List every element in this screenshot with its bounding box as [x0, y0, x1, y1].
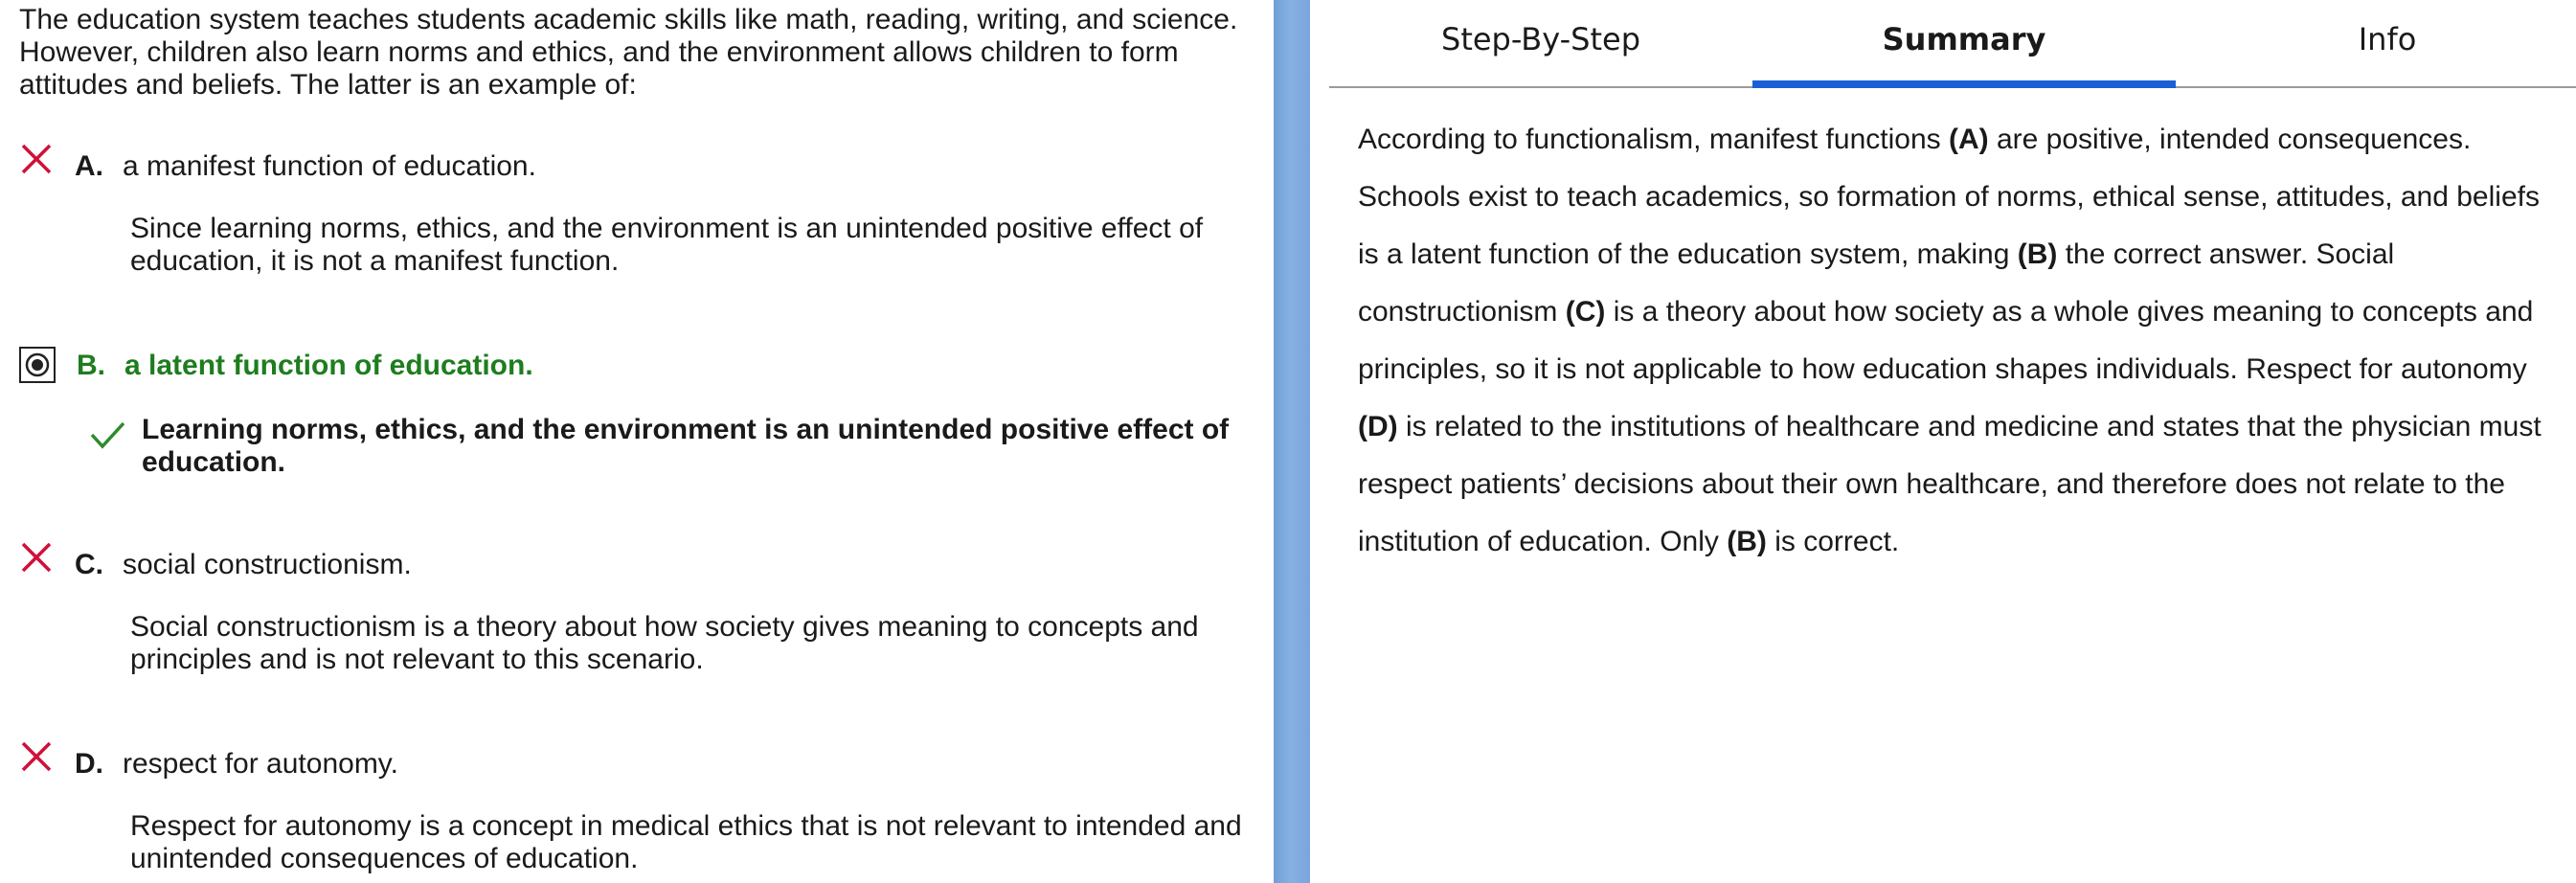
x-icon [19, 739, 54, 774]
summary-segment: the correct answer. Social constructionism [1358, 238, 2395, 328]
tab-bar [1329, 0, 2576, 88]
check-icon [88, 416, 126, 454]
summary-choice-ref: (C) [1565, 296, 1606, 328]
choice-text: respect for autonomy. [123, 748, 398, 780]
choice-text: a manifest function of education. [123, 150, 536, 182]
choice-letter: C. [75, 549, 103, 580]
choice-explanation: Respect for autonomy is a concept in medical ethics that is not relevant to intended and unintended consequences of education. [130, 810, 1242, 874]
summary-segment: are positive, intended consequences. Schools exist to teach academics, so formation of norms, ethical sense, attitudes, and beliefs is a latent function of the education system, making [1358, 124, 2540, 270]
summary-segment: is a theory about how society as a whole gives meaning to concepts and principles, so it is not applicable to how education shapes individuals. Respect for autonomy [1358, 296, 2534, 385]
summary-choice-ref: (B) [1727, 526, 1767, 557]
summary-choice-ref: (A) [1948, 124, 1989, 155]
choice-text: a latent function of education. [124, 350, 533, 381]
radio-selected-icon[interactable] [19, 347, 56, 383]
choice-letter: B. [77, 350, 105, 381]
choice-explanation: Learning norms, ethics, and the environment is an unintended positive effect of education. [142, 414, 1230, 478]
pane-splitter[interactable] [1274, 0, 1310, 883]
summary-segment: According to functionalism, manifest functions [1358, 124, 1949, 155]
choice-letter: A. [75, 150, 103, 182]
explanation-pane [1310, 0, 2576, 883]
question-pane [0, 0, 1274, 883]
summary-segment: is correct. [1766, 526, 1900, 557]
choice-explanation: Since learning norms, ethics, and the environment is an unintended positive effect of education, it is not a manifest function. [130, 213, 1204, 277]
tab-step-by-step[interactable]: Step-By-Step [1441, 21, 1640, 57]
summary-text [1358, 111, 2566, 571]
question-stem: The education system teaches students academic skills like math, reading, writing, and science. However, children also learn norms and ethics, and the environment allows children to form attitudes and beliefs. The latter is an example of: [19, 4, 1238, 101]
choice-letter: D. [75, 748, 103, 780]
choice-explanation: Social constructionism is a theory about how society gives meaning to concepts and principles and is not relevant to this scenario. [130, 611, 1199, 675]
summary-choice-ref: (B) [2017, 238, 2058, 270]
summary-choice-ref: (D) [1358, 411, 1398, 442]
tab-summary[interactable]: Summary [1752, 0, 2176, 88]
choice-text: social constructionism. [123, 549, 412, 580]
x-icon [19, 142, 54, 176]
summary-segment: is related to the institutions of healthcare and medicine and states that the physician must respect patients’ decisions about their own healthcare, and therefore does not relate to the institution of education. Only [1358, 411, 2542, 557]
tab-info[interactable]: Info [2358, 21, 2417, 57]
x-icon [19, 540, 54, 575]
